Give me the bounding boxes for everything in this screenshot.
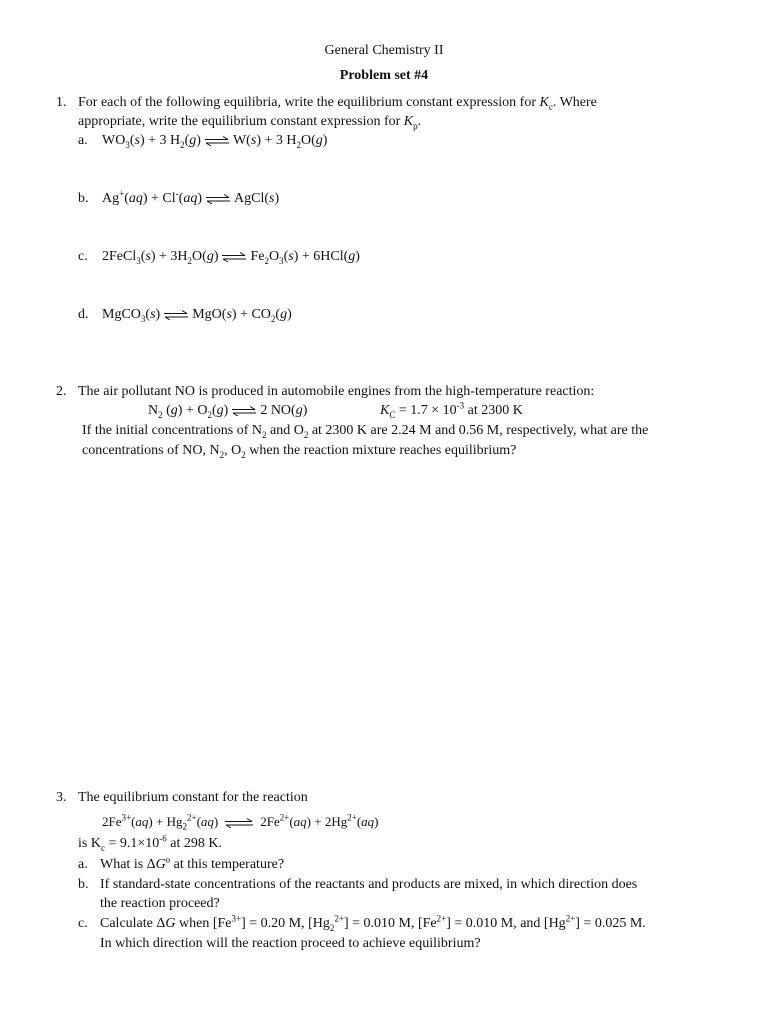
q3c-text-line2: In which direction will the reaction proceed to achieve equilibrium? [100,936,481,951]
equilibrium-arrow-icon [205,194,231,204]
q3a-text: What is ΔGº at this temperature? [100,857,285,872]
q3b-label: b. [78,877,89,892]
equilibrium-arrow-icon [221,252,247,262]
equilibrium-arrow-icon [204,136,230,146]
q2-kc: $K_C = 1.7 \times 10^{-3}$ at 2300 K [380,400,523,420]
q3-kc: is $K_c = 9.1\times 10^{-6}$ at 298 K. [78,833,222,853]
equilibrium-arrow-icon [231,406,257,416]
course-title: General Chemistry II [324,43,444,58]
q2-equation: $N_2$ $(g) + O_2(g)$ 2 NO(g) [148,403,308,420]
q1a-equation: $WO_3(s) + 3$ $H_2(g) W(s) + 3$ $H_2O(g)$ [102,133,328,150]
equilibrium-arrow-icon [224,818,254,828]
q2-number: 2. [56,384,67,399]
q3-number: 3. [56,790,67,805]
q1b-label: b. [78,191,89,206]
q1c-label: c. [78,249,88,264]
q1b-equation: Ag+(aq) + Cl-(aq) AgCl(s) [102,188,280,206]
q1a-label: a. [78,133,88,148]
q1c-equation: 2FeCl$_3$(s) + $3H_2O(g) Fe_2O_3(s) + 6HCl(g)$ [102,249,360,266]
q1d-equation: MgCO$_3$(s) $MgO(s) + CO_2(g)$ [102,307,292,324]
q3b-text-line1: If standard-state concentrations of the reactants and products are mixed, in which direction does [100,877,638,892]
q2-prompt-line3: If the initial concentrations of $N_2$ and $O_2$ at 2300 K are 2.24 M and 0.56 M, respectively, what are the [82,423,649,440]
q3c-text-line1: Calculate ΔG when $[Fe^{3+}] = 0.20$ M, $[Hg_2^{2+}] = 0.010$ M, $[Fe^{2+}] = 0.010$ M, and $[Hg^{2+}] = 0.025$ M. [100,913,646,933]
q1-prompt-line2: appropriate, write the equilibrium constant expression for $K_p$. [78,114,422,131]
q1-prompt-line1: For each of the following equilibria, write the equilibrium constant expression for $K_c$. Where [78,95,597,112]
q1-number: 1. [56,95,67,110]
q3b-text-line2: the reaction proceed? [100,896,220,911]
q2-prompt-line1: The air pollutant NO is produced in automobile engines from the high-temperature reaction: [78,384,595,399]
q2-prompt-line4: concentrations of NO, $N_2$, $O_2$ when the reaction mixture reaches equilibrium? [82,443,517,460]
q1d-label: d. [78,307,89,322]
q3-equation: $2Fe^{3+}(aq) + Hg_2^{2+}(aq) 2Fe^{2+}(aq) + 2Hg^{2+}(aq)$ [102,812,379,832]
q3c-label: c. [78,916,88,931]
problem-set-title: Problem set #4 [339,68,429,83]
q3-prompt-line1: The equilibrium constant for the reaction [78,790,308,805]
q3a-label: a. [78,857,88,872]
equilibrium-arrow-icon [163,310,189,320]
